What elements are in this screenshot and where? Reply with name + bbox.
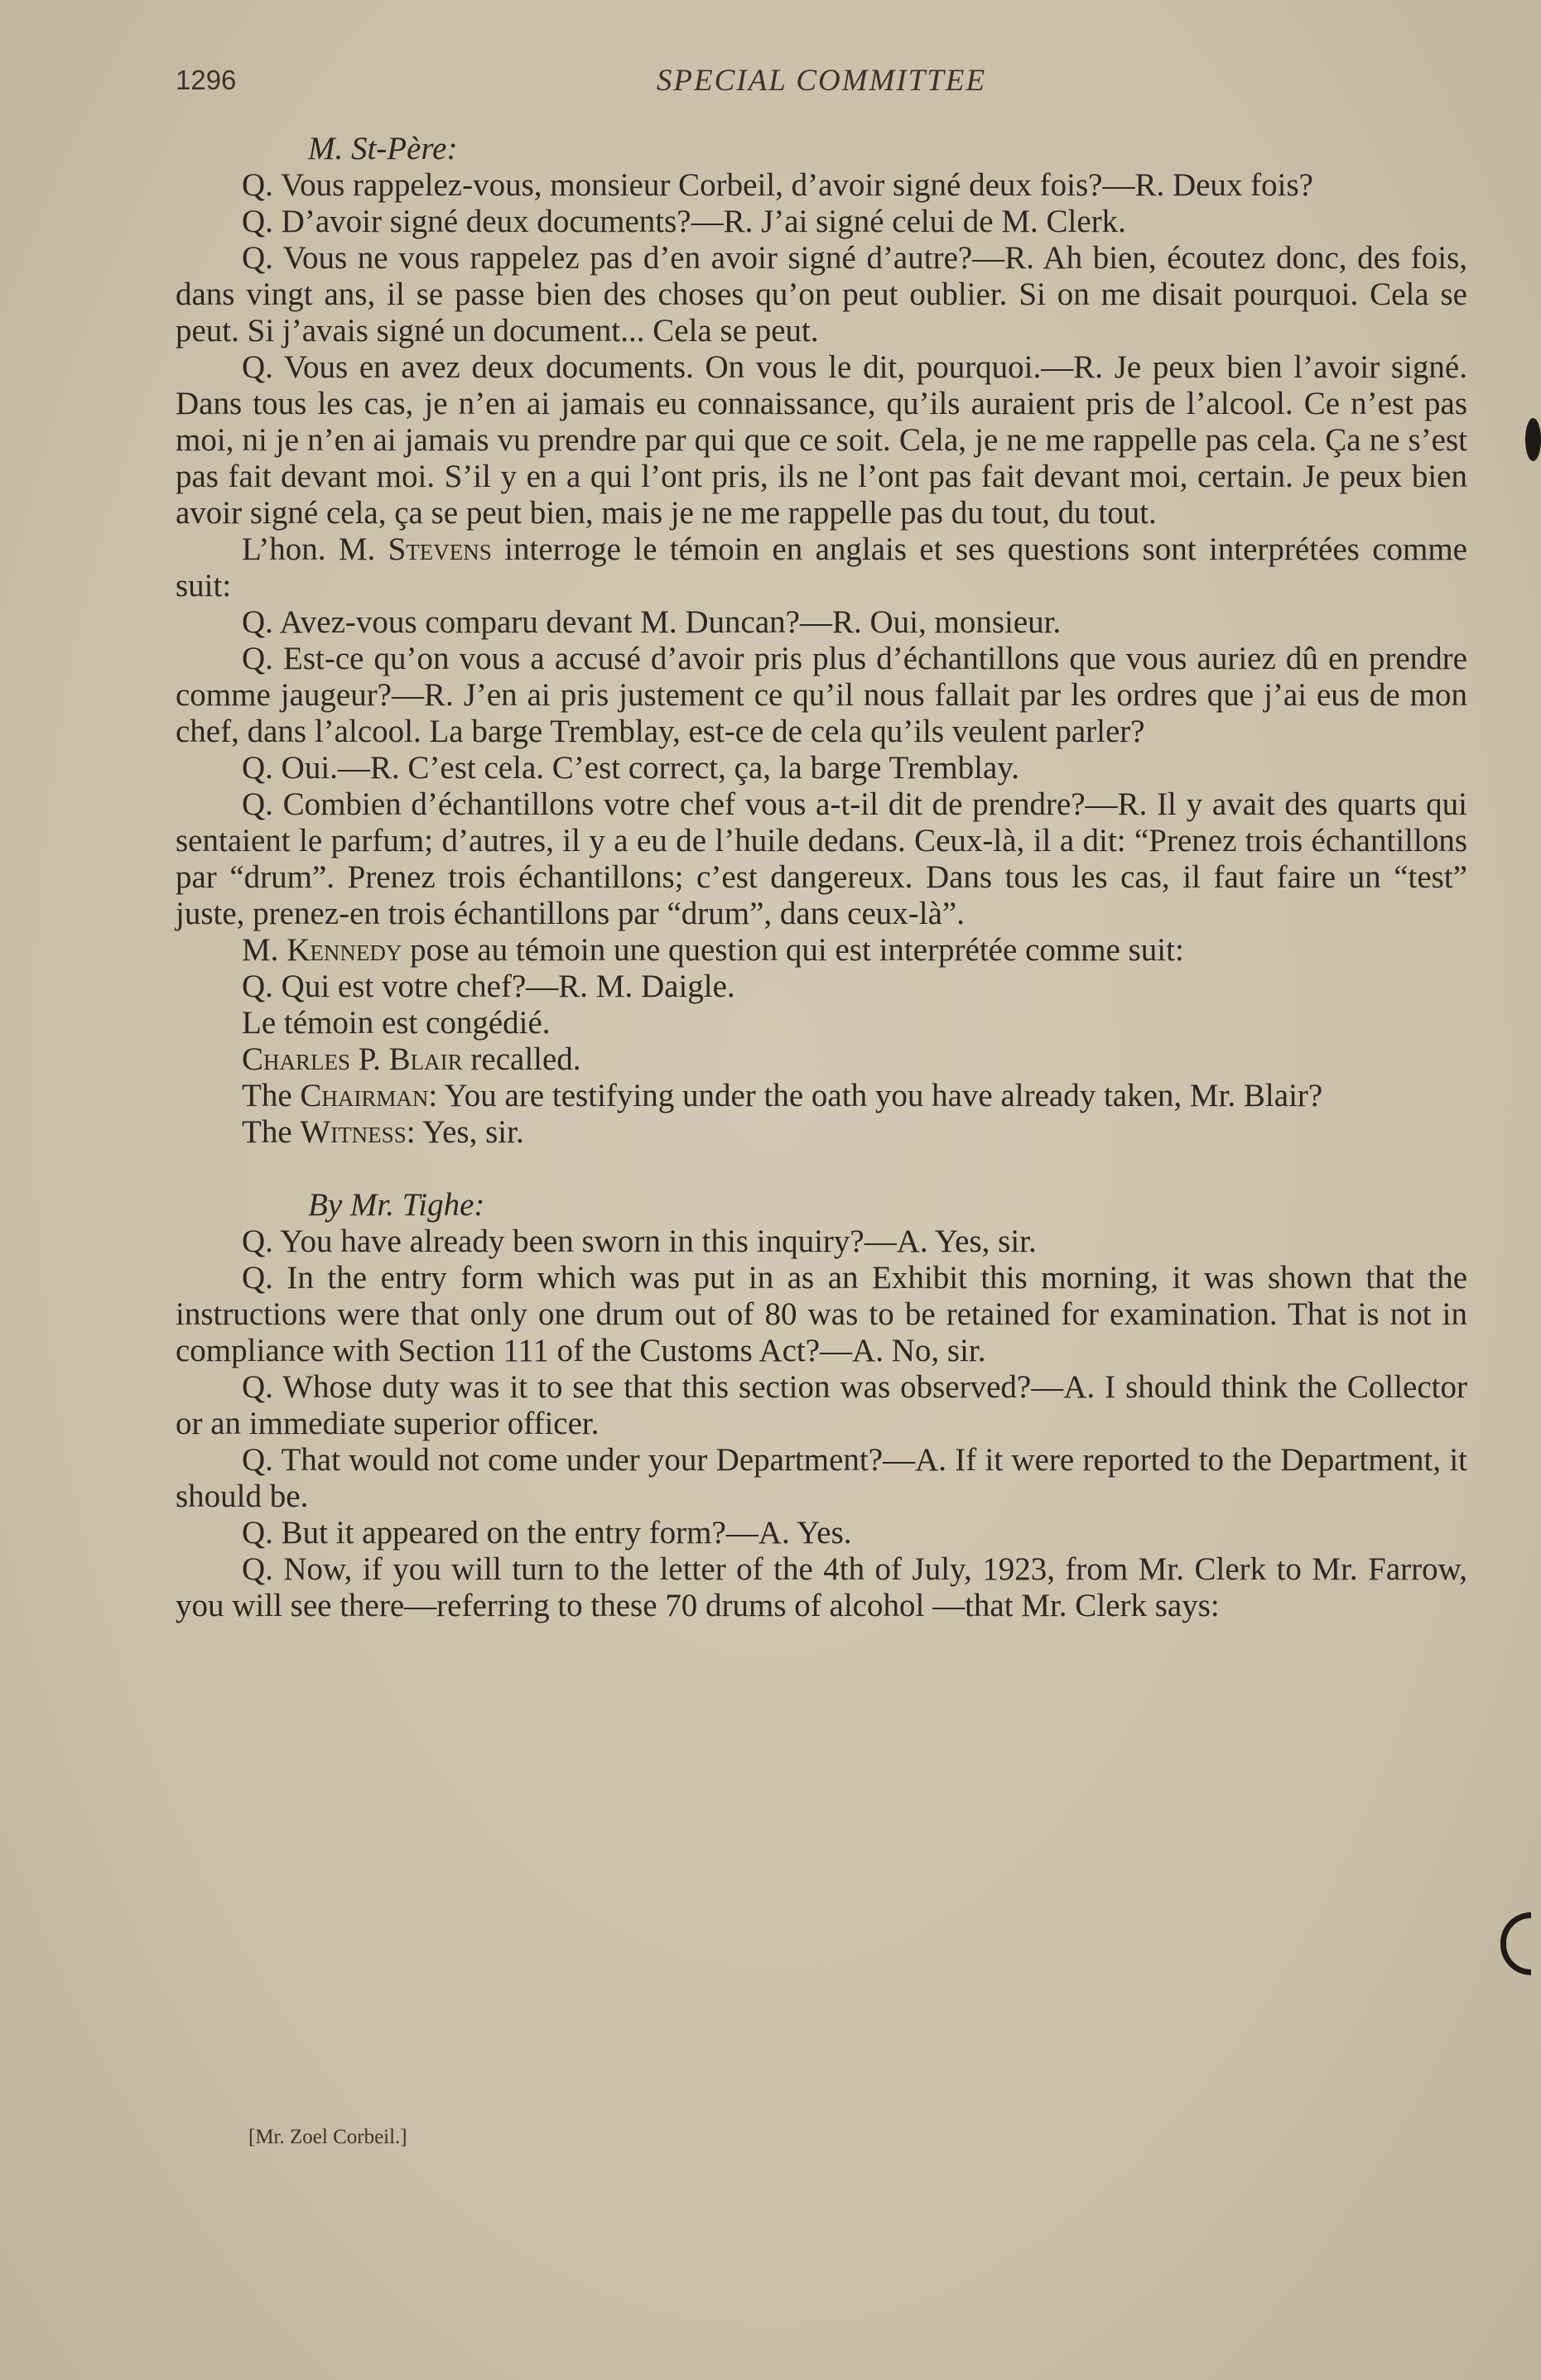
paragraph: Q. Qui est votre chef?—R. M. Daigle.	[242, 969, 735, 1004]
paragraph	[176, 1078, 1467, 1114]
scan-mark	[1525, 418, 1541, 461]
paragraph: Q. Oui.—R. C’est cela. C’est correct, ça, la barge Tremblay.	[242, 750, 1019, 786]
paragraph: Q. You have already been sworn in this inquiry?—A. Yes, sir.	[242, 1224, 1037, 1259]
speaker-heading: M. St-Père:	[308, 131, 458, 166]
running-title: SPECIAL COMMITTEE	[656, 64, 987, 98]
text-segment: The	[242, 1114, 301, 1150]
text-segment: : You are testifying under the oath you have already taken, Mr. Blair?	[428, 1078, 1323, 1113]
paragraph: Q. But it appeared on the entry form?—A. Yes.	[242, 1515, 852, 1551]
paragraph: Q. Est-ce qu’on vous a accusé d’avoir pris plus d’échantillons que vous auriez dû en prendre comme jaugeur?—R. J’en ai pris justement ce qu’il nous fallait par les ordres que j’ai eus de mon chef, dans l’alcool. La barge Tremblay, est-ce de cela qu’ils veulent parler?	[176, 641, 1467, 749]
speaker-name: Kennedy	[287, 932, 402, 968]
paragraph: Q. That would not come under your Department?—A. If it were reported to the Department, it should be.	[176, 1442, 1467, 1514]
text-segment: M.	[242, 932, 287, 968]
text-segment: L’hon. M.	[242, 531, 388, 567]
page-number: 1296	[176, 65, 237, 95]
text-segment: The	[242, 1078, 301, 1113]
paragraph: Le témoin est congédié.	[242, 1005, 551, 1041]
text-segment: interroge le témoin en anglais et ses questions sont interprétées comme suit:	[176, 531, 1467, 603]
speaker-name: Stevens	[388, 531, 492, 567]
page-footnote: [Mr. Zoel Corbeil.]	[248, 2126, 407, 2148]
paragraph: Q. Avez-vous comparu devant M. Duncan?—R. Oui, monsieur.	[242, 604, 1062, 640]
paragraph: Q. Whose duty was it to see that this section was observed?—A. I should think the Collector or an immediate superior officer.	[176, 1369, 1467, 1441]
paragraph: Q. Now, if you will turn to the letter of the 4th of July, 1923, from Mr. Clerk to Mr. Farrow, you will see there—referring to these 70 drums of alcohol —that Mr. Clerk says:	[176, 1551, 1467, 1623]
paragraph: Q. Combien d’échantillons votre chef vous a-t-il dit de prendre?—R. Il y avait des quarts qui sentaient le parfum; d’autres, il y a eu de l’huile dedans. Ceux-là, il a dit: “Prenez trois échantillons par “drum”. Prenez trois échantillons; c’est dangereux. Dans tous les cas, il faut faire un “test” juste, prenez-en trois échantillons par “drum”, dans ceux-là”.	[176, 786, 1467, 931]
speaker-heading: By Mr. Tighe:	[308, 1187, 485, 1223]
paragraph: Q. Vous rappelez-vous, monsieur Corbeil, d’avoir signé deux fois?—R. Deux fois?	[242, 167, 1313, 203]
paragraph: Q. In the entry form which was put in as an Exhibit this morning, it was shown that the instructions were that only one drum out of 80 was to be retained for examination. That is not in compliance with Section 111 of the Customs Act?—A. No, sir.	[176, 1260, 1467, 1368]
paragraph: Q. D’avoir signé deux documents?—R. J’ai signé celui de M. Clerk.	[242, 204, 1126, 239]
text-segment: : Yes, sir.	[406, 1114, 524, 1150]
witness-name: Charles P. Blair	[242, 1041, 463, 1077]
paragraph	[176, 932, 1467, 969]
scan-mark	[1500, 1912, 1531, 1975]
paragraph	[176, 1114, 1467, 1151]
speaker-name: Chairman	[300, 1078, 429, 1113]
paragraph: Q. Vous ne vous rappelez pas d’en avoir signé d’autre?—R. Ah bien, écoutez donc, des fois, dans vingt ans, il se passe bien des choses qu’on peut oublier. Si on me disait pourquoi. Cela se peut. Si j’avais signé un document... Cela se peut.	[176, 240, 1467, 349]
page-header	[176, 58, 1467, 108]
paragraph: Q. Vous en avez deux documents. On vous le dit, pourquoi.—R. Je peux bien l’avoir signé. Dans tous les cas, je n’en ai jamais eu connaissance, qu’ils auraient pris de l’alcool. Ce n’est pas moi, ni je n’en ai jamais vu prendre par qui que ce soit. Cela, je ne me rappelle pas cela. Ça ne s’est pas fait devant moi. S’il y en a qui l’ont pris, ils ne l’ont pas fait devant moi, certain. Je peux bien avoir signé cela, ça se peut bien, mais je ne me rappelle pas du tout, du tout.	[176, 349, 1467, 531]
text-segment: pose au témoin une question qui est interprétée comme suit:	[402, 932, 1184, 968]
document-body	[176, 131, 1467, 1624]
text-segment: recalled.	[462, 1041, 581, 1077]
paragraph	[176, 1041, 1467, 1078]
paragraph	[176, 531, 1467, 604]
speaker-name: Witness	[300, 1114, 407, 1150]
